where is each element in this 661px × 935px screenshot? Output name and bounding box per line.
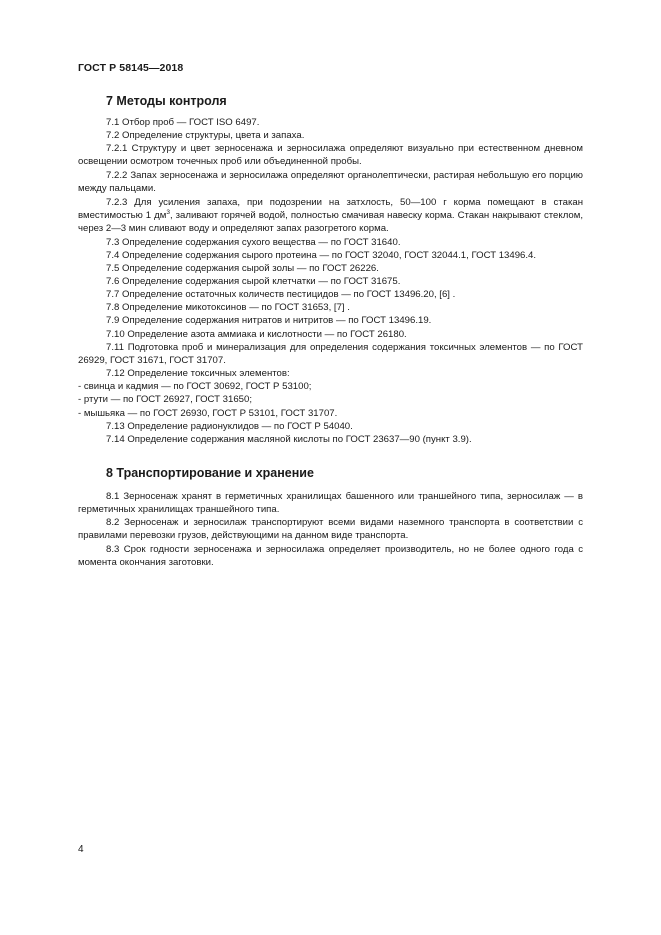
clause-7-2-3-part-b: , заливают горячей водой, полностью смачивая навеску корма. Стакан накрывают стеклом, через 2—3 мин сливают воду и определяют запах разогретого корма.	[78, 210, 583, 235]
clause-8-3: 8.3 Срок годности зерносенажа и зерносилажа определяет производитель, но не более одного года с момента окончания заготовки.	[78, 544, 583, 569]
clause-7-1: 7.1 Отбор проб — ГОСТ ISO 6497.	[106, 117, 260, 128]
clause-8-1: 8.1 Зерносенаж хранят в герметичных хранилищах башенного или траншейного типа, зерносилаж — в герметичных хранилищах траншейного типа.	[78, 491, 583, 516]
clause-7-2-3-part-a: 7.2.3 Для усиления запаха, при подозрении на затхлость, 50—100 г корма помещают в стакан вместимостью 1 дм	[78, 197, 583, 222]
clause-7-11: 7.11 Подготовка проб и минерализация для определения содержания токсичных элементов — по ГОСТ 26929, ГОСТ 31671, ГОСТ 31707.	[78, 342, 583, 367]
section-7-heading: 7 Методы контроля	[106, 94, 227, 108]
clause-8-2: 8.2 Зерносенаж и зерносилаж транспортируют всеми видами наземного транспорта в соответствии с правилами перевозки грузов, действующими на данном виде транспорта.	[78, 517, 583, 542]
clause-7-2-1: 7.2.1 Структуру и цвет зерносенажа и зерносилажа определяют визуально при естественном дневном освещении осмотром точечных проб или объединенной пробы.	[78, 143, 583, 168]
clause-7-9: 7.9 Определение содержания нитратов и нитритов — по ГОСТ 13496.19.	[106, 315, 432, 326]
page-number: 4	[78, 844, 84, 855]
clause-7-2-2: 7.2.2 Запах зерносенажа и зерносилажа определяют органолептически, растирая небольшую его порцию между пальцами.	[78, 170, 583, 195]
clause-7-10: 7.10 Определение азота аммиака и кислотности — по ГОСТ 26180.	[106, 329, 407, 340]
clause-7-6: 7.6 Определение содержания сырой клетчатки — по ГОСТ 31675.	[106, 276, 401, 287]
clause-7-12-arsenic: - мышьяка — по ГОСТ 26930, ГОСТ Р 53101, ГОСТ 31707.	[78, 408, 338, 419]
clause-7-2: 7.2 Определение структуры, цвета и запаха.	[106, 130, 305, 141]
clause-7-5: 7.5 Определение содержания сырой золы — по ГОСТ 26226.	[106, 263, 379, 274]
clause-7-12-mercury: - ртути — по ГОСТ 26927, ГОСТ 31650;	[78, 394, 253, 405]
clause-7-7: 7.7 Определение остаточных количеств пестицидов — по ГОСТ 13496.20, [6] .	[106, 289, 456, 300]
clause-7-8: 7.8 Определение микотоксинов — по ГОСТ 31653, [7] .	[106, 302, 350, 313]
clause-7-3: 7.3 Определение содержания сухого вещества — по ГОСТ 31640.	[106, 237, 401, 248]
clause-7-2-3	[78, 196, 583, 236]
section-8-heading: 8 Транспортирование и хранение	[106, 466, 314, 480]
clause-7-14: 7.14 Определение содержания масляной кислоты по ГОСТ 23637—90 (пункт 3.9).	[106, 434, 472, 445]
cubic-superscript: 3	[166, 209, 170, 217]
clause-7-13: 7.13 Определение радионуклидов — по ГОСТ Р 54040.	[106, 421, 353, 432]
document-header: ГОСТ Р 58145—2018	[78, 62, 184, 74]
clause-7-12-lead-cadmium: - свинца и кадмия — по ГОСТ 30692, ГОСТ Р 53100;	[78, 381, 312, 392]
clause-7-12: 7.12 Определение токсичных элементов:	[106, 368, 290, 379]
clause-7-4: 7.4 Определение содержания сырого протеина — по ГОСТ 32040, ГОСТ 32044.1, ГОСТ 13496.4.	[106, 250, 537, 261]
